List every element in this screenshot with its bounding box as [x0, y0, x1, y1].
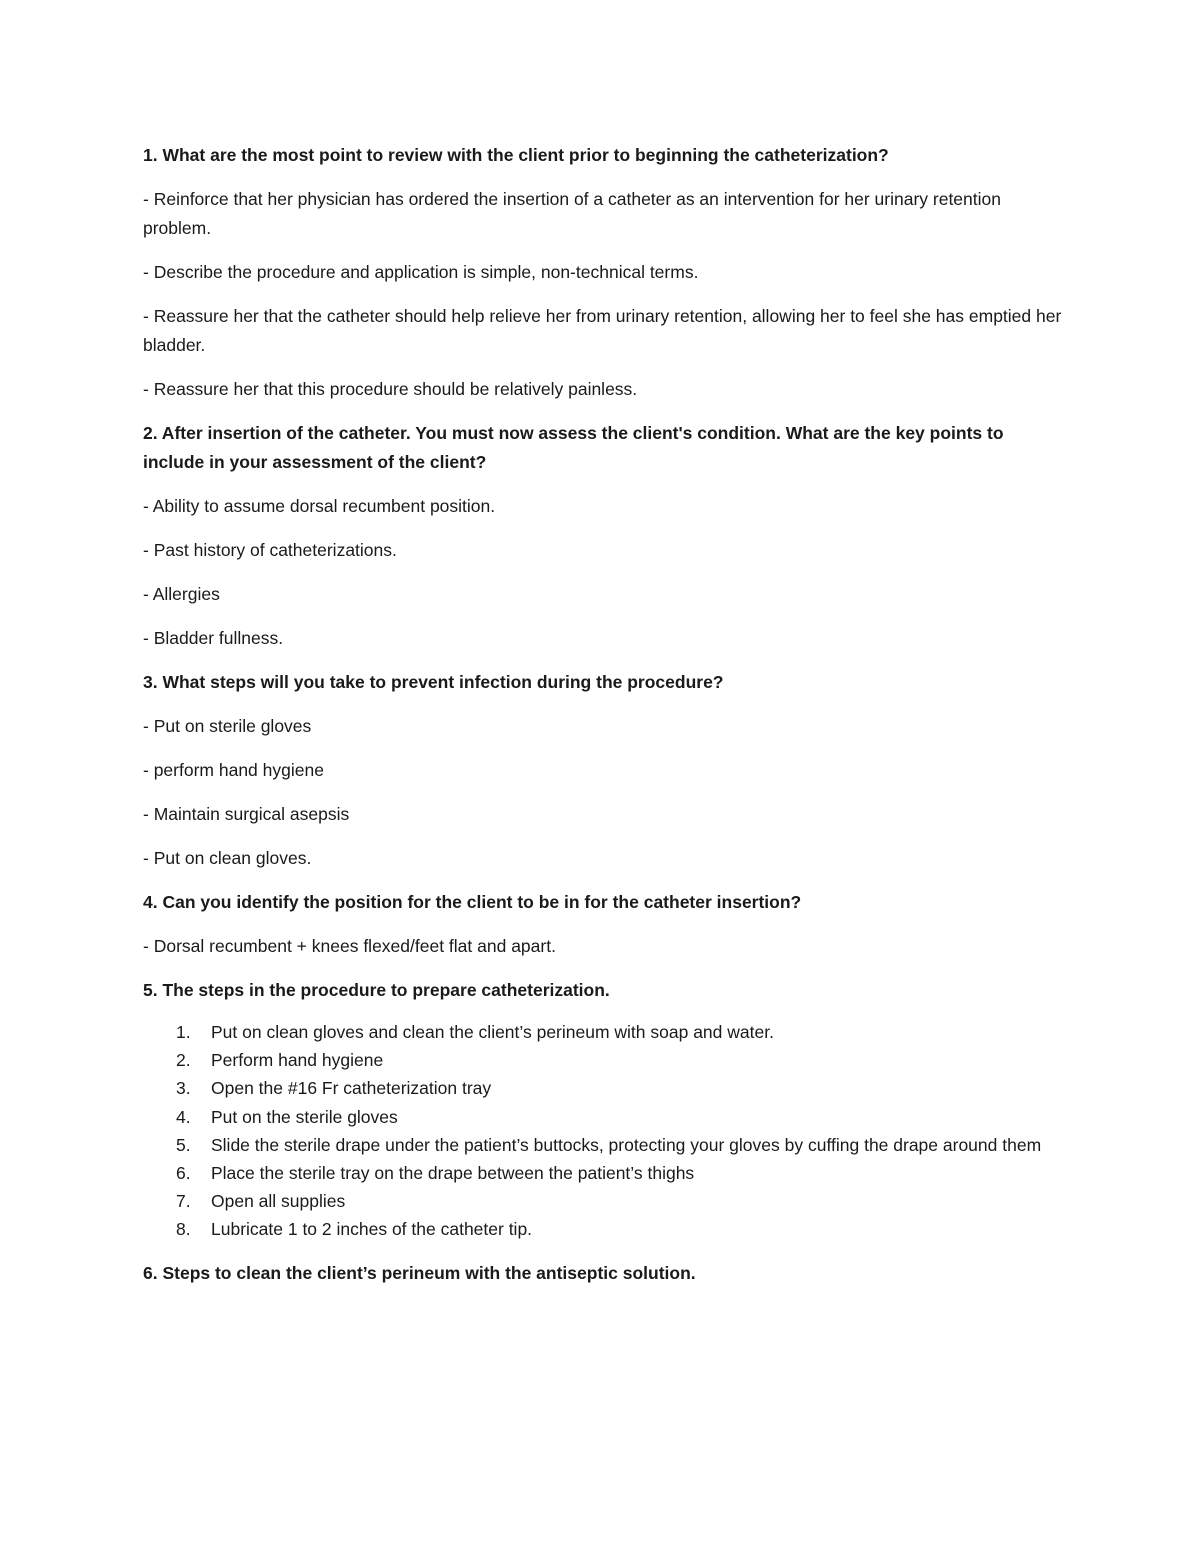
section-1 [143, 141, 1063, 404]
step-text: Put on the sterile gloves [211, 1106, 398, 1127]
step-text: Place the sterile tray on the drape between the patient’s thighs [211, 1163, 695, 1184]
step-text: Put on clean gloves and clean the client’s perineum with soap and water. [211, 1022, 774, 1042]
answer-item: - Allergies [143, 580, 1063, 609]
answer-item: - Reinforce that her physician has ordered the insertion of a catheter as an intervention for her urinary retention problem. [143, 185, 1063, 243]
section-5 [143, 976, 1063, 1244]
numbered-steps-list [143, 1018, 1063, 1244]
step-text: Open all supplies [211, 1191, 346, 1212]
list-item [143, 1046, 1063, 1074]
list-item [143, 1103, 1063, 1131]
section-6 [143, 1259, 1063, 1288]
answer-item: - Maintain surgical asepsis [143, 800, 1063, 829]
list-item [143, 1159, 1063, 1187]
question-6: 6. Steps to clean the client’s perineum with the antiseptic solution. [143, 1262, 696, 1283]
question-2: 2. After insertion of the catheter. You must now assess the client's condition. What are the key points to include in your assessment of the client? [143, 423, 1004, 472]
answer-item: - Describe the procedure and application is simple, non-technical terms. [143, 258, 1063, 287]
question-5: 5. The steps in the procedure to prepare catheterization. [143, 980, 610, 1000]
list-item [143, 1187, 1063, 1215]
answer-item: - Bladder fullness. [143, 624, 1063, 653]
question-1: 1. What are the most point to review with the client prior to beginning the catheterization? [143, 145, 889, 165]
step-text: Slide the sterile drape under the patient’s buttocks, protecting your gloves by cuffing the drape around them [211, 1134, 1042, 1155]
step-number: 2. [176, 1050, 191, 1071]
list-item [143, 1018, 1063, 1046]
list-item [143, 1074, 1063, 1102]
answer-item: - Put on sterile gloves [143, 712, 1063, 741]
step-number: 1. [176, 1022, 191, 1042]
step-number: 4. [176, 1106, 191, 1127]
section-3 [143, 668, 1063, 873]
list-item [143, 1215, 1063, 1243]
step-text: Perform hand hygiene [211, 1050, 384, 1071]
answer-item: - perform hand hygiene [143, 756, 1063, 785]
answer-item: - Put on clean gloves. [143, 844, 1063, 873]
step-number: 6. [176, 1163, 191, 1184]
answer-item: - Ability to assume dorsal recumbent position. [143, 492, 1063, 521]
step-text: Open the #16 Fr catheterization tray [211, 1078, 492, 1099]
list-item [143, 1131, 1063, 1159]
step-text: Lubricate 1 to 2 inches of the catheter tip. [211, 1219, 533, 1240]
answer-item: - Reassure her that the catheter should help relieve her from urinary retention, allowing her to feel she has emptied her bladder. [143, 302, 1063, 360]
question-3: 3. What steps will you take to prevent infection during the procedure? [143, 672, 724, 692]
section-4 [143, 888, 1063, 961]
step-number: 8. [176, 1219, 191, 1240]
answer-item: - Past history of catheterizations. [143, 536, 1063, 565]
question-4: 4. Can you identify the position for the client to be in for the catheter insertion? [143, 892, 802, 912]
document-page [143, 141, 1063, 1303]
step-number: 3. [176, 1078, 191, 1099]
answer-item: - Reassure her that this procedure should be relatively painless. [143, 375, 1063, 404]
answer-item: - Dorsal recumbent + knees flexed/feet flat and apart. [143, 932, 1063, 961]
step-number: 5. [176, 1134, 191, 1155]
section-2 [143, 419, 1063, 653]
step-number: 7. [176, 1191, 191, 1212]
